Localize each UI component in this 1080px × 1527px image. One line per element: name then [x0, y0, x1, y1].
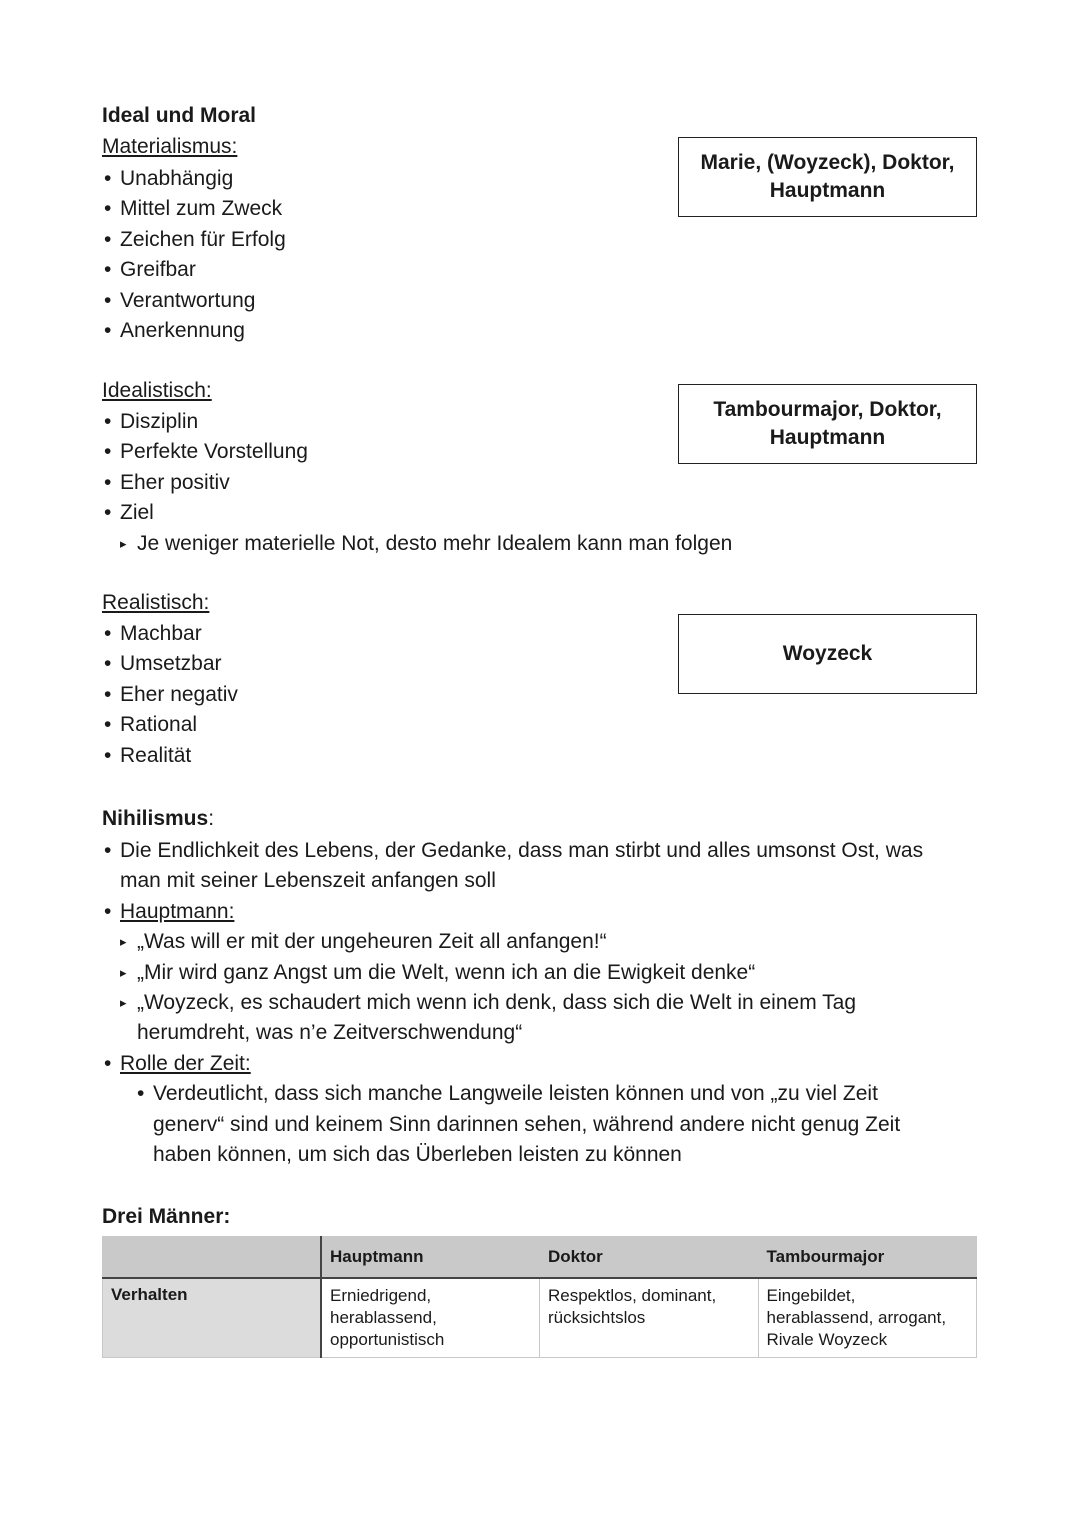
- triangle-bullet-icon: ▸: [120, 934, 127, 949]
- bullet-icon: •: [104, 440, 112, 463]
- bullet-icon: •: [104, 471, 112, 494]
- materialismus-characters-box: [678, 137, 977, 217]
- nihilismus-title: Nihilismus: [102, 807, 209, 830]
- list-item: Eher positiv: [120, 471, 230, 494]
- bullet-icon: •: [104, 1052, 112, 1075]
- quote-item: „Woyzeck, es schaudert mich wenn ich denk, dass sich die Welt in einem Tag: [137, 991, 857, 1014]
- sub-list-item: Je weniger materielle Not, desto mehr Idealem kann man folgen: [137, 532, 733, 555]
- quote-item-continuation: herumdreht, was n’e Zeitverschwendung“: [137, 1021, 523, 1044]
- idealistisch-heading: Idealistisch:: [102, 379, 212, 402]
- triangle-bullet-icon: ▸: [120, 965, 127, 980]
- table-header-cell: Doktor: [540, 1237, 759, 1279]
- table-header-cell: Tambourmajor: [758, 1237, 977, 1279]
- cell-line: rücksichtslos: [548, 1308, 646, 1327]
- cell-line: opportunistisch: [330, 1330, 445, 1349]
- bullet-icon: •: [104, 683, 112, 706]
- table-row: [103, 1278, 977, 1358]
- cell-line: herablassend, arrogant,: [766, 1308, 947, 1327]
- realistisch-heading: Realistisch:: [102, 591, 210, 614]
- list-item: Zeichen für Erfolg: [120, 228, 286, 251]
- cell-line: Eingebildet,: [766, 1286, 856, 1305]
- box-label: Tambourmajor, Doktor, Hauptmann: [713, 398, 942, 449]
- bullet-icon: •: [104, 167, 112, 190]
- realistisch-characters-box: [678, 614, 977, 694]
- table-header-cell: [103, 1237, 322, 1279]
- bullet-icon: •: [104, 652, 112, 675]
- box-label: Marie, (Woyzeck), Doktor, Hauptmann: [700, 151, 955, 202]
- quote-item: „Was will er mit der ungeheuren Zeit all anfangen!“: [137, 930, 607, 953]
- table-header-row: [103, 1237, 977, 1279]
- list-item-continuation: man mit seiner Lebenszeit anfangen soll: [120, 869, 496, 892]
- table-cell: [758, 1278, 977, 1358]
- list-item: Anerkennung: [120, 319, 245, 342]
- list-item: Ziel: [120, 501, 154, 524]
- table-header-cell: Hauptmann: [321, 1237, 540, 1279]
- bullet-icon: •: [104, 501, 112, 524]
- list-item: Mittel zum Zweck: [120, 197, 283, 220]
- bullet-icon: •: [104, 410, 112, 433]
- nihilismus-colon: :: [208, 807, 215, 830]
- rolle-item: Verdeutlicht, dass sich manche Langweile leisten können und von „zu viel Zeit: [153, 1082, 878, 1105]
- list-item: Verantwortung: [120, 289, 256, 312]
- bullet-icon: •: [104, 713, 112, 736]
- list-item: Disziplin: [120, 410, 199, 433]
- list-item: Umsetzbar: [120, 652, 222, 675]
- list-item: Realität: [120, 744, 192, 767]
- bullet-icon: •: [104, 289, 112, 312]
- rolle-item-continuation: haben können, um sich das Überleben leisten zu können: [153, 1143, 682, 1166]
- bullet-icon: •: [104, 319, 112, 342]
- box-label: Woyzeck: [782, 642, 873, 665]
- cell-line: herablassend,: [330, 1308, 437, 1327]
- table-cell: [540, 1278, 759, 1358]
- list-item: Unabhängig: [120, 167, 234, 190]
- bullet-icon: •: [104, 228, 112, 251]
- cell-line: Rivale Woyzeck: [766, 1330, 888, 1349]
- table-cell: [321, 1278, 540, 1358]
- bullet-icon: •: [104, 839, 112, 862]
- rolle-subheading: Rolle der Zeit:: [120, 1052, 251, 1075]
- bullet-icon: •: [104, 744, 112, 767]
- list-item: Rational: [120, 713, 198, 736]
- cell-line: Respektlos, dominant,: [548, 1286, 717, 1305]
- rolle-item-continuation: generv“ sind und keinem Sinn darinnen sehen, während andere nicht genug Zeit: [153, 1113, 901, 1136]
- bullet-icon: •: [104, 622, 112, 645]
- bullet-icon: •: [137, 1082, 145, 1105]
- list-item: Eher negativ: [120, 683, 238, 706]
- bullet-icon: •: [104, 197, 112, 220]
- characters-table: [102, 1236, 977, 1358]
- triangle-bullet-icon: ▸: [120, 536, 127, 551]
- list-item: Die Endlichkeit des Lebens, der Gedanke, dass man stirbt und alles umsonst Ost, was: [120, 839, 924, 862]
- quote-item: „Mir wird ganz Angst um die Welt, wenn ich an die Ewigkeit denke“: [137, 961, 756, 984]
- list-item: Machbar: [120, 622, 202, 645]
- list-item: Perfekte Vorstellung: [120, 440, 308, 463]
- drei-maenner-heading: Drei Männer:: [102, 1205, 231, 1228]
- materialismus-heading: Materialismus:: [102, 135, 238, 158]
- idealistisch-characters-box: [678, 384, 977, 464]
- hauptmann-subheading: Hauptmann:: [120, 900, 235, 923]
- row-label: Verhalten: [103, 1278, 322, 1358]
- triangle-bullet-icon: ▸: [120, 995, 127, 1010]
- nihilismus-heading: [102, 807, 214, 831]
- bullet-icon: •: [104, 900, 112, 923]
- list-item: Greifbar: [120, 258, 196, 281]
- cell-line: Erniedrigend,: [330, 1286, 432, 1305]
- page-title: Ideal und Moral: [102, 104, 257, 127]
- bullet-icon: •: [104, 258, 112, 281]
